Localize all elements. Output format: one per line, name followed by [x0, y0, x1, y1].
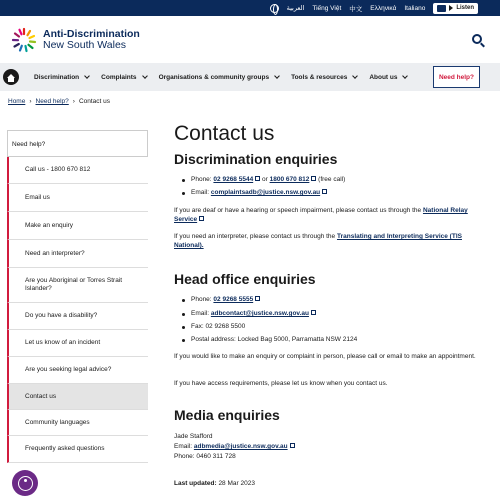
- site-logo[interactable]: [10, 26, 140, 54]
- nav-label: Complaints: [101, 73, 137, 81]
- nav-label: Organisations & community groups: [158, 73, 270, 81]
- disc-email-item: [191, 189, 327, 196]
- accessibility-widget-button[interactable]: [12, 470, 38, 496]
- lang-chinese[interactable]: 中文: [349, 5, 363, 13]
- nav-organisations[interactable]: [153, 63, 286, 91]
- nav-label: About us: [369, 73, 398, 81]
- media-phone-line: Phone: 0460 311 728: [174, 453, 236, 460]
- sidebar-item-email-us[interactable]: Email us: [7, 184, 148, 212]
- text: If you are deaf or have a hearing or speech impairment, please contact us through the: [174, 207, 423, 214]
- media-enquiries-heading: Media enquiries: [174, 407, 280, 423]
- sidebar-item-call-us[interactable]: Call us - 1800 670 812: [7, 157, 148, 184]
- label: Email:: [191, 310, 211, 317]
- chevron-down-icon: [274, 73, 280, 79]
- sidebar-item-incident[interactable]: Let us know of an incident: [7, 330, 148, 357]
- lang-vietnamese[interactable]: Tiếng Việt: [312, 4, 342, 12]
- home-button[interactable]: [3, 69, 19, 85]
- lang-italian[interactable]: Italiano: [404, 4, 426, 12]
- chevron-down-icon: [142, 73, 148, 79]
- external-link-icon: [290, 443, 295, 448]
- nav-about-us[interactable]: [363, 63, 413, 91]
- external-link-icon: [255, 296, 260, 301]
- nav-label: Tools & resources: [291, 73, 348, 81]
- sidebar-item-make-enquiry[interactable]: Make an enquiry: [7, 212, 148, 240]
- nrs-link[interactable]: National Relay Service: [174, 207, 468, 223]
- head-office-heading: Head office enquiries: [174, 271, 316, 287]
- disc-email-link[interactable]: complaintsadb@justice.nsw.gov.au: [210, 189, 321, 196]
- access-paragraph: If you have access requirements, please let us know when you contact us.: [174, 380, 388, 387]
- lang-arabic[interactable]: العربية: [286, 5, 305, 12]
- head-email-link[interactable]: adbcontact@justice.nsw.gov.au: [210, 310, 309, 317]
- disc-phone-1-link[interactable]: 02 9268 5544: [213, 176, 254, 183]
- head-phone-item: [191, 296, 260, 303]
- disc-phone-2-link[interactable]: 1800 670 812: [269, 176, 310, 183]
- listen-label: Listen: [456, 5, 474, 11]
- nav-complaints[interactable]: [95, 63, 152, 91]
- label: Email:: [174, 443, 194, 450]
- head-phone-link[interactable]: 02 9268 5555: [213, 296, 254, 303]
- external-link-icon: [199, 216, 204, 221]
- chevron-down-icon: [84, 73, 90, 79]
- nav-tools-resources[interactable]: [285, 63, 363, 91]
- sidebar-item-contact-us[interactable]: Contact us: [7, 384, 148, 410]
- sidebar-item-aboriginal[interactable]: Are you Aboriginal or Torres Strait Islander?: [7, 268, 148, 303]
- sidebar-item-legal-advice[interactable]: Are you seeking legal advice?: [7, 357, 148, 384]
- head-fax-item: Fax: 02 9268 5500: [191, 323, 246, 330]
- in-person-paragraph: If you would like to make an enquiry or complaint in person, please call or email to make an appointment.: [174, 353, 476, 360]
- media-email-line: [174, 442, 490, 451]
- accessibility-icon: [18, 476, 33, 491]
- label: (free call): [316, 176, 346, 183]
- last-updated: [174, 479, 490, 488]
- last-updated-label: Last updated:: [174, 480, 217, 487]
- logo-line-1: Anti-Discrimination: [43, 27, 140, 40]
- disc-phone-item: [191, 176, 345, 183]
- chevron-right-icon: ›: [29, 98, 32, 105]
- media-email-link[interactable]: adbmedia@justice.nsw.gov.au: [193, 443, 288, 450]
- main-nav: [0, 63, 500, 91]
- breadcrumb: [8, 98, 110, 105]
- logo-text: [43, 29, 140, 51]
- sidebar-item-community-languages[interactable]: Community languages: [7, 410, 148, 436]
- need-help-button[interactable]: Need help?: [433, 66, 480, 88]
- deaf-paragraph: [174, 206, 490, 224]
- head-email-item: [191, 310, 316, 317]
- label: Email:: [191, 189, 211, 196]
- label: or: [260, 176, 270, 183]
- search-icon[interactable]: [472, 34, 482, 44]
- head-postal-item: Postal address: Locked Bag 5000, Parramatta NSW 2124: [191, 336, 358, 343]
- label: Phone:: [191, 176, 214, 183]
- chevron-down-icon: [352, 73, 358, 79]
- sidebar-item-interpreter[interactable]: Need an interpreter?: [7, 240, 148, 268]
- sidebar-item-disability[interactable]: Do you have a disability?: [7, 303, 148, 330]
- sidebar-heading[interactable]: Need help?: [7, 131, 148, 157]
- home-icon: [7, 74, 15, 78]
- sidebar-nav: [7, 130, 148, 463]
- interpreter-paragraph: [174, 232, 490, 250]
- chevron-down-icon: [403, 73, 409, 79]
- globe-icon: [270, 4, 279, 13]
- media-contact-name: Jade Stafford: [174, 433, 213, 440]
- nav-label: Discrimination: [34, 73, 80, 81]
- language-bar: [0, 0, 500, 16]
- discrimination-enquiries-heading: Discrimination enquiries: [174, 151, 338, 167]
- logo-mark-icon: [10, 26, 38, 54]
- breadcrumb-current: Contact us: [78, 98, 111, 105]
- lang-greek[interactable]: Ελληνικά: [370, 4, 397, 12]
- label: Phone:: [191, 296, 214, 303]
- external-link-icon: [311, 310, 316, 315]
- breadcrumb-home[interactable]: Home: [8, 98, 26, 105]
- listen-button[interactable]: [433, 3, 478, 14]
- nav-discrimination[interactable]: [28, 63, 95, 91]
- text: If you need an interpreter, please contact us through the: [174, 233, 337, 240]
- external-link-icon: [322, 189, 327, 194]
- breadcrumb-need-help[interactable]: Need help?: [35, 98, 69, 105]
- site-header: [0, 16, 500, 63]
- last-updated-date: 28 Mar 2023: [218, 480, 255, 487]
- play-icon: [449, 5, 453, 11]
- sidebar-item-faq[interactable]: Frequently asked questions: [7, 436, 148, 463]
- page-title: Contact us: [174, 122, 275, 145]
- readspeaker-icon: [437, 5, 446, 12]
- tis-link[interactable]: Translating and Interpreting Service (TIS National).: [174, 233, 462, 249]
- logo-line-2: New South Wales: [43, 38, 127, 51]
- chevron-right-icon: ›: [72, 98, 75, 105]
